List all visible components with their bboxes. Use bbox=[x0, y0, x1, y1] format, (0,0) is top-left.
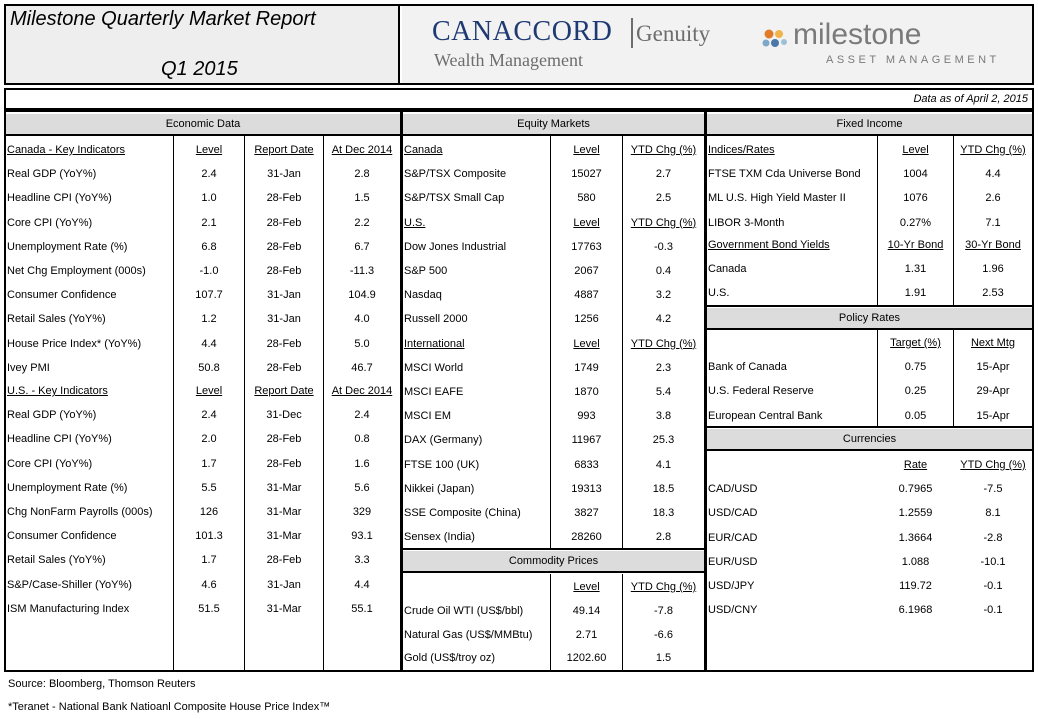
us-indicator-label: Retail Sales (YoY%) bbox=[7, 554, 106, 567]
canada-indicator-value: 28-Feb bbox=[266, 265, 302, 277]
us-indicator-value: 2.4 bbox=[201, 409, 217, 422]
commodity-row-value: 1.5 bbox=[655, 652, 672, 665]
canada-indicator-label: Headline CPI (YoY%) bbox=[7, 192, 112, 205]
gov-yield-row-label: Canada bbox=[708, 263, 747, 276]
canada-indicator-label: Real GDP (YoY%) bbox=[7, 168, 97, 181]
equity-row-value: 0.4 bbox=[655, 265, 672, 277]
equity-row-label: Nikkei (Japan) bbox=[404, 482, 475, 495]
us-indicator-value: 101.3 bbox=[195, 530, 223, 543]
currency-row-value: -7.5 bbox=[983, 483, 1003, 496]
equity-row-header-label: Canada bbox=[404, 144, 443, 156]
currencies-header: Currencies bbox=[707, 429, 1032, 449]
currency-row-value: -2.8 bbox=[983, 531, 1003, 544]
canada-indicator-label: Retail Sales (YoY%) bbox=[7, 313, 106, 326]
equity-row-header-value: Level bbox=[573, 337, 600, 350]
gov-yield-row-header-value: 10-Yr Bond bbox=[887, 239, 944, 251]
equity-row-label: Russell 2000 bbox=[404, 313, 468, 326]
us-indicator-value: 4.6 bbox=[201, 578, 217, 591]
canada-indicator-value: 1.2 bbox=[201, 313, 217, 326]
section-rule bbox=[707, 426, 1032, 428]
us-indicator-value: 329 bbox=[352, 506, 372, 518]
equity-row-value: 993 bbox=[577, 410, 596, 423]
equity-markets-header: Equity Markets bbox=[403, 114, 704, 134]
commodity-row-value: 2.71 bbox=[575, 628, 598, 641]
canada-indicator-value: 28-Feb bbox=[266, 216, 302, 229]
canada-indicator-value: 31-Jan bbox=[267, 168, 301, 181]
us-indicator-value: 31-Mar bbox=[266, 481, 302, 494]
section-rule bbox=[707, 305, 1032, 307]
commodity-row-label: Natural Gas (US$/MMBtu) bbox=[404, 628, 533, 641]
equity-row-value: 18.5 bbox=[652, 482, 675, 495]
equity-row-value: 2.8 bbox=[655, 531, 672, 544]
equity-row-value: 2.7 bbox=[655, 168, 672, 181]
us-indicator-header-value: Level bbox=[195, 385, 223, 397]
currency-row-value: -0.1 bbox=[983, 604, 1003, 617]
equity-row-value: 1256 bbox=[574, 313, 599, 326]
canada-indicator-value: 2.2 bbox=[354, 216, 370, 229]
equity-row-label: DAX (Germany) bbox=[404, 434, 483, 447]
source-note: Source: Bloomberg, Thomson Reuters bbox=[8, 678, 196, 690]
canada-indicator-value: 4.4 bbox=[201, 337, 217, 350]
fixed-income-row-header-value: Level bbox=[902, 144, 929, 156]
canada-indicator-value: 31-Jan bbox=[267, 313, 301, 326]
fixed-income-row-value: 1004 bbox=[903, 168, 928, 181]
equity-row-value: 2067 bbox=[574, 265, 599, 277]
section-rule bbox=[403, 571, 704, 573]
gov-yield-row-value: 1.31 bbox=[904, 263, 927, 276]
equity-row-value: 4.2 bbox=[655, 313, 672, 326]
equity-row-label: Dow Jones Industrial bbox=[404, 240, 507, 253]
currency-row-value: 6.1968 bbox=[898, 604, 933, 617]
us-indicator-label: Chg NonFarm Payrolls (000s) bbox=[7, 506, 153, 518]
column-divider bbox=[704, 112, 707, 670]
canada-indicator-value: 50.8 bbox=[198, 361, 220, 374]
equity-row-value: -0.3 bbox=[654, 240, 673, 253]
fixed-income-header: Fixed Income bbox=[707, 114, 1032, 134]
currency-row-value: 1.088 bbox=[901, 555, 930, 568]
currency-row-label: USD/CAD bbox=[708, 507, 758, 520]
equity-row-value: 15027 bbox=[571, 168, 602, 181]
canada-indicator-value: -11.3 bbox=[349, 265, 375, 277]
equity-row-label: S&P 500 bbox=[404, 265, 448, 277]
currency-row-header-value: YTD Chg (%) bbox=[960, 459, 1026, 471]
policy-rate-row-header-value: Target (%) bbox=[890, 337, 941, 349]
report-title: Milestone Quarterly Market Report bbox=[10, 8, 316, 30]
fixed-income-row-header-label: Indices/Rates bbox=[708, 144, 775, 156]
equity-row-label: SSE Composite (China) bbox=[404, 507, 521, 519]
policy-rate-row-label: European Central Bank bbox=[708, 409, 823, 422]
currency-row-label: USD/JPY bbox=[708, 580, 755, 592]
canada-indicator-value: 28-Feb bbox=[266, 240, 302, 253]
gov-yield-row-value: 1.96 bbox=[982, 263, 1004, 276]
us-indicator-value: 31-Mar bbox=[266, 602, 302, 615]
policy-rate-row-header-value: Next Mtg bbox=[970, 337, 1015, 349]
canada-indicator-value: -1.0 bbox=[199, 265, 219, 277]
equity-row-value: 6833 bbox=[574, 458, 599, 471]
commodity-row-label: Gold (US$/troy oz) bbox=[404, 652, 496, 665]
fixed-income-row-value: 0.27% bbox=[899, 216, 932, 229]
footnote: *Teranet - National Bank Natioanl Composite House Price Index™ bbox=[8, 701, 331, 713]
canada-indicator-label: Consumer Confidence bbox=[7, 289, 117, 302]
policy-rate-row-value: 29-Apr bbox=[976, 385, 1010, 398]
header-rule bbox=[6, 134, 1032, 136]
equity-row-value: 28260 bbox=[571, 531, 602, 544]
gov-yield-row-value: 1.91 bbox=[904, 287, 927, 300]
equity-row-label: MSCI EM bbox=[404, 410, 452, 423]
fixed-income-row-value: 2.6 bbox=[985, 192, 1001, 205]
equity-row-value: 17763 bbox=[571, 240, 602, 253]
canada-indicator-label: Core CPI (YoY%) bbox=[7, 216, 93, 229]
us-indicator-value: 0.8 bbox=[354, 433, 370, 446]
us-indicator-label: Real GDP (YoY%) bbox=[7, 409, 97, 422]
gov-yield-row-value: 2.53 bbox=[982, 287, 1004, 300]
us-indicator-value: 1.6 bbox=[354, 457, 370, 470]
commodity-row-value: -7.8 bbox=[654, 604, 673, 617]
us-indicator-value: 93.1 bbox=[351, 530, 373, 543]
genuity-logo: Genuity bbox=[636, 21, 711, 46]
us-indicator-label: S&P/Case-Shiller (YoY%) bbox=[7, 578, 132, 591]
as-of-bar bbox=[4, 88, 1034, 110]
equity-row-value: 3.2 bbox=[655, 289, 672, 302]
economic-data-header: Economic Data bbox=[6, 114, 400, 134]
us-indicator-value: 1.7 bbox=[201, 554, 217, 567]
canada-indicator-label: Unemployment Rate (%) bbox=[7, 240, 128, 253]
canada-indicator-value: 28-Feb bbox=[266, 361, 302, 374]
us-indicator-label: Headline CPI (YoY%) bbox=[7, 433, 112, 446]
us-indicator-value: 4.4 bbox=[354, 578, 370, 591]
canada-indicator-value: 1.5 bbox=[354, 192, 370, 205]
commodity-row-value: 49.14 bbox=[572, 604, 601, 617]
equity-row-header-value: YTD Chg (%) bbox=[630, 216, 697, 229]
equity-row-label: FTSE 100 (UK) bbox=[404, 458, 480, 471]
commodity-row-value: 1202.60 bbox=[566, 652, 607, 665]
us-indicator-value: 5.5 bbox=[201, 481, 217, 494]
canada-indicator-value: 28-Feb bbox=[266, 192, 302, 205]
equity-row-header-label: U.S. bbox=[404, 216, 426, 229]
us-indicator-header-label: U.S. - Key Indicators bbox=[7, 385, 108, 397]
canaccord-logo-bar bbox=[631, 18, 633, 48]
canada-indicator-label: House Price Index* (YoY%) bbox=[7, 337, 142, 350]
currency-row-label: EUR/USD bbox=[708, 555, 758, 568]
policy-rate-row-value: 0.75 bbox=[904, 361, 927, 374]
equity-row-header-value: Level bbox=[573, 216, 600, 229]
policy-rate-row-value: 0.05 bbox=[904, 409, 927, 422]
canada-indicator-value: 5.0 bbox=[354, 337, 370, 350]
us-indicator-value: 2.0 bbox=[201, 433, 217, 446]
equity-row-value: 5.4 bbox=[655, 386, 672, 398]
policy-rate-row-label: U.S. Federal Reserve bbox=[708, 385, 814, 398]
us-indicator-value: 31-Dec bbox=[266, 409, 302, 422]
equity-row-value: 25.3 bbox=[652, 434, 675, 447]
section-rule bbox=[403, 548, 704, 550]
canada-indicator-value: 1.0 bbox=[201, 192, 217, 205]
canaccord-logo: CANACCORD bbox=[432, 16, 613, 47]
equity-row-value: 1870 bbox=[574, 386, 599, 398]
us-indicator-label: Core CPI (YoY%) bbox=[7, 457, 93, 470]
canada-indicator-value: 107.7 bbox=[195, 289, 223, 302]
us-indicator-value: 55.1 bbox=[351, 602, 373, 615]
currency-row-value: 1.2559 bbox=[898, 507, 933, 520]
equity-row-label: S&P/TSX Small Cap bbox=[404, 192, 505, 205]
us-indicator-value: 28-Feb bbox=[266, 457, 302, 470]
report-quarter: Q1 2015 bbox=[161, 58, 238, 80]
us-indicator-value: 51.5 bbox=[198, 602, 220, 615]
section-rule bbox=[707, 449, 1032, 451]
policy-rate-row-label: Bank of Canada bbox=[708, 361, 787, 374]
equity-row-value: 2.3 bbox=[655, 361, 672, 374]
commodity-row-label: Crude Oil WTI (US$/bbl) bbox=[404, 604, 524, 617]
us-indicator-value: 28-Feb bbox=[266, 433, 302, 446]
us-indicator-value: 5.6 bbox=[354, 481, 370, 494]
equity-row-value: 3.8 bbox=[655, 410, 672, 423]
milestone-logo: milestone bbox=[793, 18, 922, 51]
equity-row-value: 4887 bbox=[574, 289, 599, 302]
fixed-income-row-header-value: YTD Chg (%) bbox=[960, 144, 1026, 156]
equity-row-value: 19313 bbox=[571, 482, 602, 495]
us-indicator-value: 31-Mar bbox=[266, 530, 302, 543]
canada-indicator-value: 6.7 bbox=[354, 240, 370, 253]
us-indicator-label: Consumer Confidence bbox=[7, 530, 117, 543]
canada-indicator-label: Ivey PMI bbox=[7, 361, 50, 374]
canada-indicator-value: 2.4 bbox=[201, 168, 217, 181]
as-of-date: Data as of April 2, 2015 bbox=[913, 93, 1028, 105]
equity-row-value: 2.5 bbox=[655, 192, 672, 205]
commodity-prices-header: Commodity Prices bbox=[403, 551, 704, 571]
currency-row-label: CAD/USD bbox=[708, 483, 758, 496]
currency-row-value: -0.1 bbox=[983, 580, 1003, 592]
asset-management-logo: ASSET MANAGEMENT bbox=[826, 54, 1000, 66]
section-rule bbox=[707, 328, 1032, 330]
currency-row-value: -10.1 bbox=[980, 555, 1006, 568]
equity-row-value: 1749 bbox=[574, 361, 599, 374]
fixed-income-row-value: 7.1 bbox=[985, 216, 1001, 229]
us-indicator-value: 1.7 bbox=[201, 457, 217, 470]
policy-rate-row-value: 15-Apr bbox=[976, 409, 1010, 422]
policy-rate-row-value: 0.25 bbox=[904, 385, 927, 398]
currency-row-value: 8.1 bbox=[985, 507, 1001, 520]
equity-row-header-value: YTD Chg (%) bbox=[630, 144, 697, 156]
policy-rate-row-value: 15-Apr bbox=[976, 361, 1010, 374]
fixed-income-row-label: ML U.S. High Yield Master II bbox=[708, 192, 846, 205]
us-indicator-header-value: At Dec 2014 bbox=[331, 385, 393, 397]
canada-indicator-value: 2.8 bbox=[354, 168, 370, 181]
commodity-row-header-value: YTD Chg (%) bbox=[630, 581, 697, 593]
equity-row-label: Nasdaq bbox=[404, 289, 442, 302]
equity-row-header-label: International bbox=[404, 337, 465, 350]
canada-indicator-header-value: Report Date bbox=[254, 144, 314, 156]
equity-row-value: 4.1 bbox=[655, 458, 672, 471]
currency-row-value: 0.7965 bbox=[898, 483, 933, 496]
gov-yield-row-header-label: Government Bond Yields bbox=[708, 239, 830, 251]
equity-row-label: S&P/TSX Composite bbox=[404, 168, 507, 181]
equity-row-value: 580 bbox=[577, 192, 596, 205]
fixed-income-row-value: 1076 bbox=[903, 192, 928, 205]
commodity-row-header-value: Level bbox=[573, 581, 600, 593]
column-divider bbox=[400, 112, 403, 670]
currency-row-value: 1.3664 bbox=[898, 531, 933, 544]
us-indicator-value: 2.4 bbox=[354, 409, 370, 422]
equity-row-label: MSCI World bbox=[404, 361, 464, 374]
milestone-dots-icon bbox=[760, 26, 790, 52]
equity-row-value: 11967 bbox=[571, 434, 602, 447]
canada-indicator-label: Net Chg Employment (000s) bbox=[7, 265, 146, 277]
us-indicator-value: 31-Mar bbox=[266, 506, 302, 518]
equity-row-header-value: Level bbox=[573, 144, 600, 156]
equity-row-label: Sensex (India) bbox=[404, 531, 475, 544]
canada-indicator-header-value: Level bbox=[195, 144, 223, 156]
us-indicator-value: 3.3 bbox=[354, 554, 370, 567]
currency-row-header-value: Rate bbox=[903, 459, 928, 471]
gov-yield-row-header-value: 30-Yr Bond bbox=[965, 239, 1021, 251]
wealth-management-logo: Wealth Management bbox=[434, 50, 583, 70]
canada-indicator-value: 31-Jan bbox=[267, 289, 301, 302]
equity-row-value: 18.3 bbox=[652, 507, 675, 519]
currency-row-value: 119.72 bbox=[899, 580, 932, 592]
currency-row-label: USD/CNY bbox=[708, 604, 758, 617]
policy-rates-header: Policy Rates bbox=[707, 308, 1032, 328]
us-indicator-label: Unemployment Rate (%) bbox=[7, 481, 128, 494]
gov-yield-row-label: U.S. bbox=[708, 287, 730, 300]
fixed-income-row-value: 4.4 bbox=[985, 168, 1001, 181]
us-indicator-value: 31-Jan bbox=[267, 578, 301, 591]
us-indicator-value: 28-Feb bbox=[266, 554, 302, 567]
equity-row-header-value: YTD Chg (%) bbox=[630, 337, 697, 350]
canada-indicator-value: 46.7 bbox=[351, 361, 373, 374]
fixed-income-row-label: LIBOR 3-Month bbox=[708, 216, 785, 229]
equity-row-value: 3827 bbox=[574, 507, 599, 519]
canada-indicator-header-label: Canada - Key Indicators bbox=[7, 144, 126, 156]
canada-indicator-header-value: At Dec 2014 bbox=[331, 144, 393, 156]
canada-indicator-value: 104.9 bbox=[348, 289, 376, 302]
us-indicator-label: ISM Manufacturing Index bbox=[7, 602, 130, 615]
canada-indicator-value: 2.1 bbox=[201, 216, 217, 229]
canada-indicator-value: 28-Feb bbox=[266, 337, 302, 350]
fixed-income-row-label: FTSE TXM Cda Universe Bond bbox=[708, 168, 861, 181]
us-indicator-header-value: Report Date bbox=[254, 385, 314, 397]
canada-indicator-value: 4.0 bbox=[354, 313, 370, 326]
equity-row-label: MSCI EAFE bbox=[404, 386, 464, 398]
us-indicator-value: 126 bbox=[199, 506, 219, 518]
canada-indicator-value: 6.8 bbox=[201, 240, 217, 253]
commodity-row-value: -6.6 bbox=[654, 628, 673, 641]
currency-row-label: EUR/CAD bbox=[708, 531, 758, 544]
